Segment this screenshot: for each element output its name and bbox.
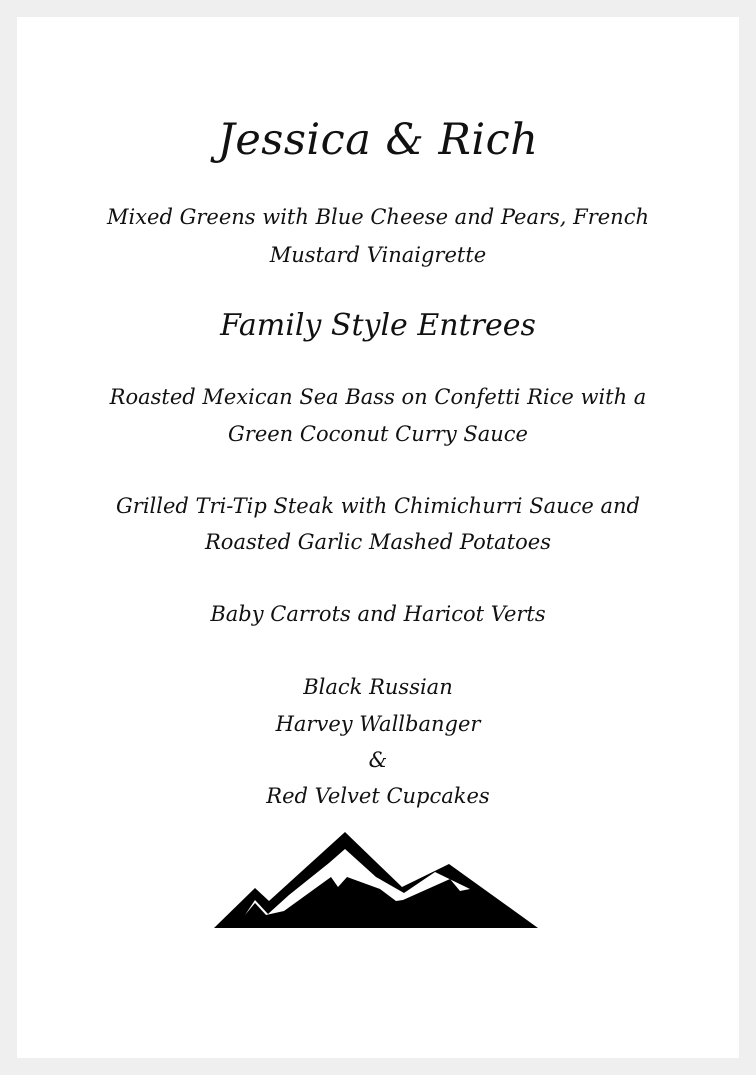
starter-line-1: Mixed Greens with Blue Cheese and Pears, French [106, 205, 649, 229]
entree-2-line-2: Roasted Garlic Mashed Potatoes [205, 530, 551, 554]
dessert-item: Black Russian [303, 675, 453, 699]
mountain-icon [214, 832, 538, 930]
entree-1-line-2: Green Coconut Curry Sauce [228, 422, 528, 446]
dessert-item: Harvey Wallbanger [275, 712, 481, 736]
dessert-item: Red Velvet Cupcakes [266, 784, 490, 808]
entree-2-line-1: Grilled Tri-Tip Steak with Chimichurri Sauce and [116, 494, 640, 518]
section-heading: Family Style Entrees [220, 308, 536, 343]
menu-title: Jessica & Rich [217, 115, 539, 165]
starter-line-2: Mustard Vinaigrette [269, 243, 487, 267]
side-dish: Baby Carrots and Haricot Verts [210, 602, 546, 626]
entree-1-line-1: Roasted Mexican Sea Bass on Confetti Rice with a [109, 385, 647, 409]
mountain-silhouette [214, 832, 538, 928]
dessert-ampersand: & [368, 748, 388, 772]
